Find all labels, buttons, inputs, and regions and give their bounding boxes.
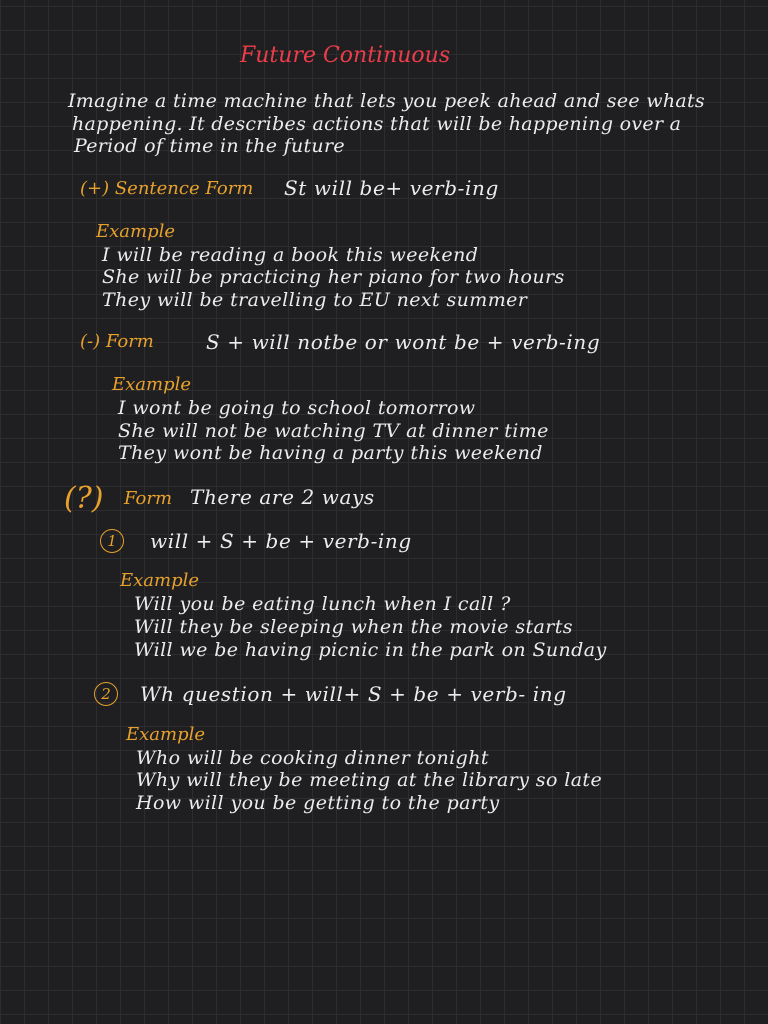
way-1-example-3: Will we be having picnic in the park on Sunday	[134, 639, 607, 661]
negative-example-label: Example	[112, 374, 192, 395]
question-form-symbol: (?)	[64, 481, 104, 516]
way-2-number-icon: 2	[94, 682, 118, 706]
negative-example-3: They wont be having a party this weekend	[118, 442, 543, 464]
question-form-intro: There are 2 ways	[190, 485, 375, 509]
positive-example-label: Example	[96, 221, 176, 242]
intro-line-2: happening. It describes actions that will be happening over a	[72, 113, 682, 135]
negative-example-2: She will not be watching TV at dinner time	[118, 420, 549, 442]
positive-example-3: They will be travelling to EU next summer	[102, 289, 528, 311]
way-2-example-3: How will you be getting to the party	[136, 792, 500, 814]
way-1-example-2: Will they be sleeping when the movie starts	[134, 616, 573, 638]
way-1-example-1: Will you be eating lunch when I call ?	[134, 593, 511, 615]
way-1-example-label: Example	[120, 570, 200, 591]
way-2-example-1: Who will be cooking dinner tonight	[136, 747, 489, 769]
page-title: Future Continuous	[240, 43, 451, 68]
question-form-label: Form	[124, 488, 173, 509]
positive-example-2: She will be practicing her piano for two hours	[102, 266, 565, 288]
negative-form-label: (-) Form	[80, 331, 154, 352]
intro-line-1: Imagine a time machine that lets you peek ahead and see whats	[68, 90, 705, 112]
way-2-example-2: Why will they be meeting at the library so late	[136, 769, 603, 791]
positive-formula: St will be+ verb-ing	[284, 176, 499, 200]
negative-example-1: I wont be going to school tomorrow	[118, 397, 476, 419]
positive-example-1: I will be reading a book this weekend	[102, 244, 479, 266]
negative-formula: S + will notbe or wont be + verb-ing	[206, 330, 601, 354]
way-2-formula: Wh question + will+ S + be + verb- ing	[140, 682, 567, 706]
intro-line-3: Period of time in the future	[74, 135, 345, 157]
way-1-number-icon: 1	[100, 529, 124, 553]
way-1-formula: will + S + be + verb-ing	[150, 529, 412, 553]
positive-form-label: (+) Sentence Form	[80, 178, 254, 199]
way-2-example-label: Example	[126, 724, 206, 745]
